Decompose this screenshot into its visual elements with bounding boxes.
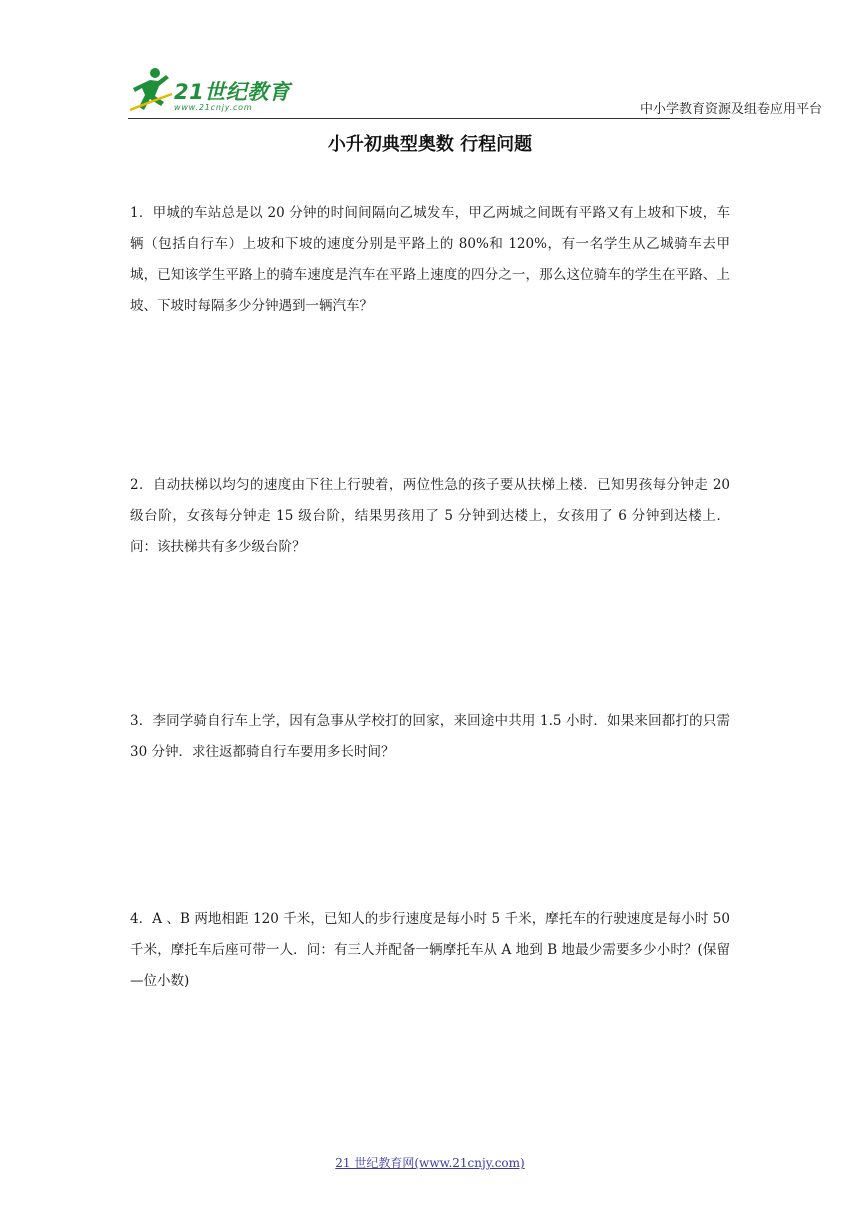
site-logo — [128, 66, 298, 118]
header-divider — [128, 118, 730, 119]
question-3: 3．李同学骑自行车上学，因有急事从学校打的回家，来回途中共用 1.5 小时．如果来回都打的只需 30 分钟．求往返都骑自行车要用多长时间？ — [130, 713, 730, 760]
runner-icon — [128, 66, 174, 116]
question-4: 4．A 、B 两地相距 120 千米，已知人的步行速度是每小时 5 千米，摩托车的行驶速度是每小时 50 千米，摩托车后座可带一人．问：有三人并配备一辆摩托车从 A 地到 B 地最少需要多少小时？(保留—位小数) — [130, 911, 730, 989]
footer-link[interactable]: 21 世纪教育网(www.21cnjy.com) — [335, 1156, 525, 1170]
question-1: 1．甲城的车站总是以 20 分钟的时间间隔向乙城发车，甲乙两城之间既有平路又有上坡和下坡，车辆（包括自行车）上坡和下坡的速度分别是平路上的 80%和 120%，有一名学生从乙城骑车去甲城，已知该学生平路上的骑车速度是汽车在平路上速度的四分之一，那么这位骑车的学生在平路、上坡、下坡时每隔多少分钟遇到一辆汽车？ — [130, 205, 730, 314]
logo-text: 21世纪教育 — [174, 80, 291, 104]
page-header — [128, 62, 822, 120]
question-2: 2．自动扶梯以均匀的速度由下往上行驶着，两位性急的孩子要从扶梯上楼．已知男孩每分钟走 20 级台阶，女孩每分钟走 15 级台阶，结果男孩用了 5 分钟到达楼上，女孩用了 6 分钟到达楼上．问：该扶梯共有多少级台阶？ — [130, 477, 730, 555]
logo-url: www.21cnjy.com — [174, 103, 253, 112]
page-title: 小升初典型奥数 行程问题 — [327, 134, 533, 155]
platform-name: 中小学教育资源及组卷应用平台 — [639, 102, 822, 117]
